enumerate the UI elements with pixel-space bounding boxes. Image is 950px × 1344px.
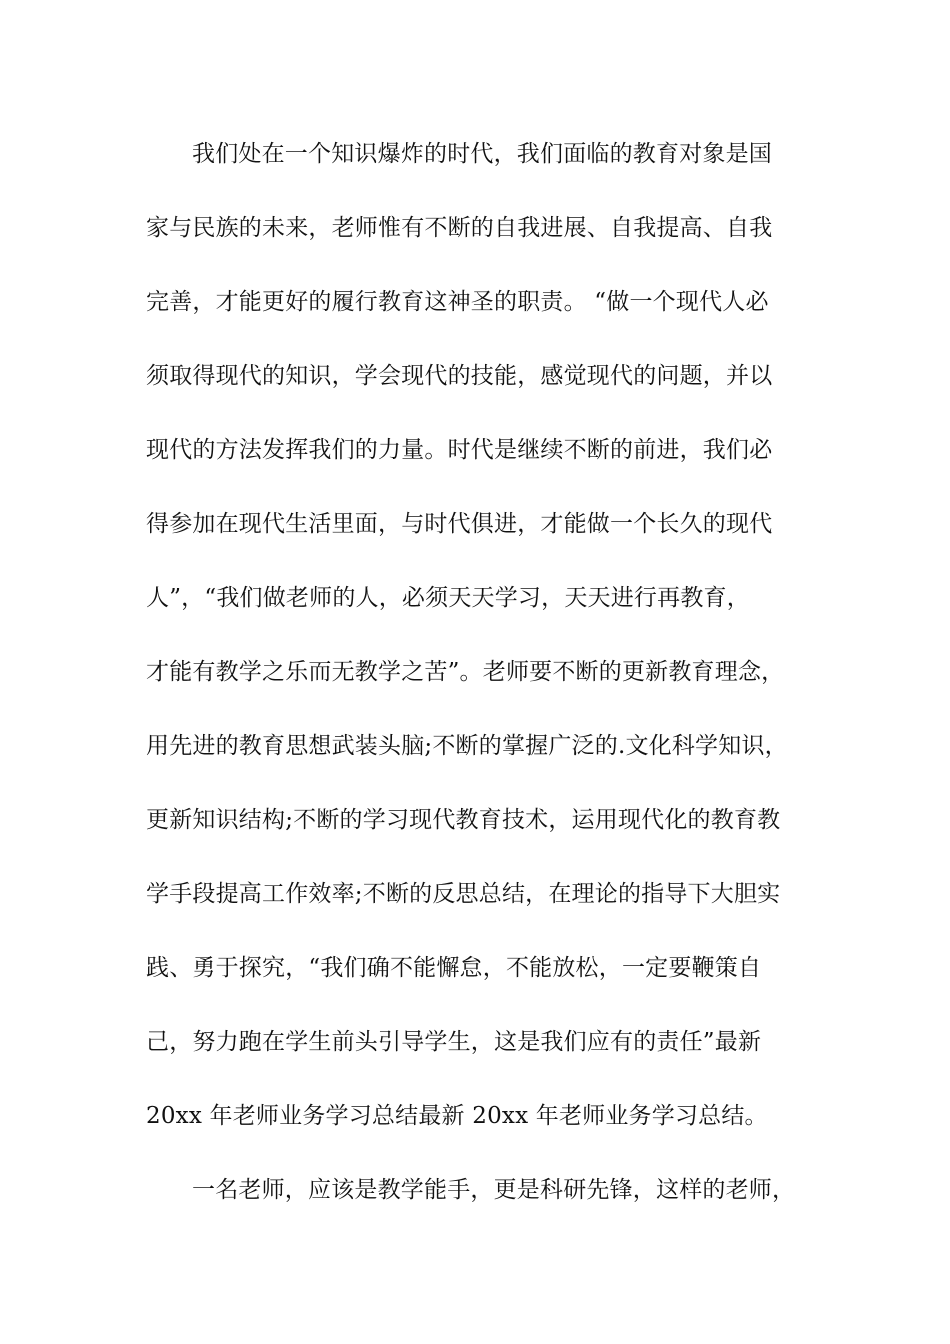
paragraph-1-line-9: 用先进的教育思想武装头脑;不断的掌握广泛的.文化科学知识， [146,733,788,759]
paragraph-1-line-3: 完善，才能更好的履行教育这神圣的职责。 “做一个现代人必 [146,289,769,315]
paragraph-1-line-6: 得参加在现代生活里面，与时代俱进，才能做一个长久的现代 [146,511,773,537]
paragraph-2-line-1: 一名老师，应该是教学能手，更是科研先锋，这样的老师， [192,1177,796,1203]
paragraph-1-line-1: 我们处在一个知识爆炸的时代，我们面临的教育对象是国 [192,141,772,167]
paragraph-1-line-4: 须取得现代的知识，学会现代的技能，感觉现代的问题，并以 [146,363,773,389]
paragraph-1-line-12: 践、勇于探究，“我们确不能懈怠，不能放松，一定要鞭策自 [146,955,762,981]
paragraph-1-line-2: 家与民族的未来，老师惟有不断的自我进展、自我提高、自我 [146,215,773,241]
paragraph-1-line-10: 更新知识结构;不断的学习现代教育技术，运用现代化的教育教 [146,807,781,833]
paragraph-1-line-8: 才能有教学之乐而无教学之苦”。老师要不断的更新教育理念， [146,659,785,685]
paragraph-1-line-5: 现代的方法发挥我们的力量。时代是继续不断的前进，我们必 [146,437,773,463]
paragraph-1-line-14: 20xx 年老师业务学习总结最新 20xx 年老师业务学习总结。 [146,1103,768,1129]
paragraph-1-line-7: 人”，“我们做老师的人，必须天天学习，天天进行再教育， [146,585,750,611]
paragraph-1-line-13: 己，努力跑在学生前头引导学生，这是我们应有的责任”最新 [146,1029,762,1055]
paragraph-1-line-11: 学手段提高工作效率;不断的反思总结，在理论的指导下大胆实 [146,881,781,907]
